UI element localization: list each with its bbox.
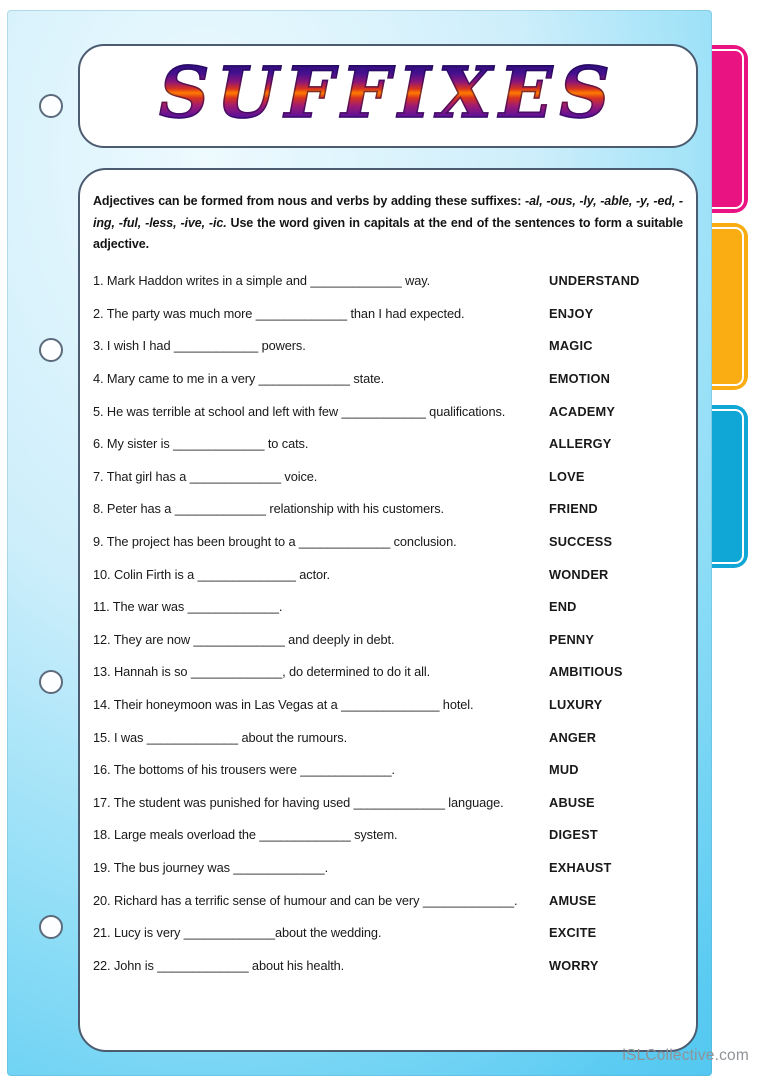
answer-word: LOVE bbox=[549, 468, 585, 484]
sentence-text: 10. Colin Firth is a ______________ actor. bbox=[93, 566, 330, 582]
sentence-row bbox=[93, 265, 683, 298]
instructions-intro: Adjectives can be formed from nous and verbs by adding these suffixes: bbox=[93, 194, 525, 208]
title-banner bbox=[78, 44, 698, 148]
sentence-row bbox=[93, 558, 683, 591]
hole-punch-icon bbox=[39, 94, 63, 118]
answer-word: ABUSE bbox=[549, 794, 595, 810]
hole-punch-icon bbox=[39, 338, 63, 362]
answer-word: WORRY bbox=[549, 957, 599, 973]
sentence-text: 21. Lucy is very _____________about the wedding. bbox=[93, 925, 382, 941]
answer-word: AMBITIOUS bbox=[549, 664, 623, 680]
sentence-text: 16. The bottoms of his trousers were _____________. bbox=[93, 762, 395, 778]
sentence-text: 5. He was terrible at school and left with few ____________ qualifications. bbox=[93, 403, 506, 419]
sentence-text: 6. My sister is _____________ to cats. bbox=[93, 436, 309, 452]
answer-word: EMOTION bbox=[549, 371, 611, 387]
sentence-row bbox=[93, 362, 683, 395]
instructions bbox=[93, 191, 683, 256]
sentence-row bbox=[93, 395, 683, 428]
sentence-text: 8. Peter has a _____________ relationship with his customers. bbox=[93, 501, 445, 517]
sentence-text: 7. That girl has a _____________ voice. bbox=[93, 468, 318, 484]
sentence-text: 19. The bus journey was _____________. bbox=[93, 859, 329, 875]
answer-word: UNDERSTAND bbox=[549, 273, 640, 289]
sentence-text: 22. John is _____________ about his health. bbox=[93, 957, 345, 973]
answer-word: ACADEMY bbox=[549, 403, 616, 419]
sentence-text: 17. The student was punished for having used _____________ language. bbox=[93, 794, 504, 810]
answer-word: MUD bbox=[549, 762, 579, 778]
sentence-row bbox=[93, 656, 683, 689]
sentence-text: 20. Richard has a terrific sense of humour and can be very _____________. bbox=[93, 892, 518, 908]
sentence-text: 4. Mary came to me in a very _____________ state. bbox=[93, 371, 385, 387]
sentence-row bbox=[93, 786, 683, 819]
sentence-row bbox=[93, 460, 683, 493]
answer-word: WONDER bbox=[549, 566, 609, 582]
hole-punch-icon bbox=[39, 915, 63, 939]
answer-word: ALLERGY bbox=[549, 436, 612, 452]
instructions-task: Use the word given in capitals at the end of the sentences to form a suitable adjective. bbox=[93, 215, 683, 251]
sentence-row bbox=[93, 623, 683, 656]
instructions-suffix-list: -al, -ous, -ly, -able, -y, -ed, -ing, -ful, -less, -ive, -ic. bbox=[93, 194, 683, 230]
answer-word: AMUSE bbox=[549, 892, 597, 908]
sentence-row bbox=[93, 688, 683, 721]
sentence-text: 18. Large meals overload the _____________ system. bbox=[93, 827, 398, 843]
answer-word: LUXURY bbox=[549, 697, 603, 713]
sentence-text: 12. They are now _____________ and deeply in debt. bbox=[93, 631, 395, 647]
sentence-row bbox=[93, 427, 683, 460]
sentence-row bbox=[93, 297, 683, 330]
sentence-row bbox=[93, 590, 683, 623]
sentence-text: 13. Hannah is so _____________, do determined to do it all. bbox=[93, 664, 431, 680]
worksheet-title: SUFFIXES bbox=[159, 51, 617, 134]
sentence-text: 11. The war was _____________. bbox=[93, 599, 283, 615]
sentence-text: 3. I wish I had ____________ powers. bbox=[93, 338, 306, 354]
sentence-row bbox=[93, 493, 683, 526]
answer-word: ANGER bbox=[549, 729, 597, 745]
sentence-text: 2. The party was much more _____________ than I had expected. bbox=[93, 305, 465, 321]
answer-word: EXHAUST bbox=[549, 859, 612, 875]
answer-word: SUCCESS bbox=[549, 534, 613, 550]
hole-punch-icon bbox=[39, 670, 63, 694]
sentence-text: 15. I was _____________ about the rumours. bbox=[93, 729, 348, 745]
answer-word: EXCITE bbox=[549, 925, 597, 941]
answer-word: PENNY bbox=[549, 631, 595, 647]
sentence-row bbox=[93, 721, 683, 754]
exercise-card bbox=[78, 168, 698, 1052]
sentence-row bbox=[93, 916, 683, 949]
sentence-row bbox=[93, 819, 683, 852]
sentence-text: 14. Their honeymoon was in Las Vegas at a ______________ hotel. bbox=[93, 697, 474, 713]
sentence-row bbox=[93, 884, 683, 917]
sentence-row bbox=[93, 330, 683, 363]
answer-word: END bbox=[549, 599, 577, 615]
sentence-text: 1. Mark Haddon writes in a simple and _____________ way. bbox=[93, 273, 431, 289]
sentence-list bbox=[93, 265, 683, 982]
sentence-row bbox=[93, 949, 683, 982]
sentence-row bbox=[93, 753, 683, 786]
answer-word: FRIEND bbox=[549, 501, 598, 517]
answer-word: DIGEST bbox=[549, 827, 598, 843]
watermark: iSLCollective.com bbox=[622, 1047, 749, 1064]
answer-word: ENJOY bbox=[549, 305, 594, 321]
sentence-text: 9. The project has been brought to a _____________ conclusion. bbox=[93, 534, 457, 550]
answer-word: MAGIC bbox=[549, 338, 593, 354]
sentence-row bbox=[93, 525, 683, 558]
sentence-row bbox=[93, 851, 683, 884]
